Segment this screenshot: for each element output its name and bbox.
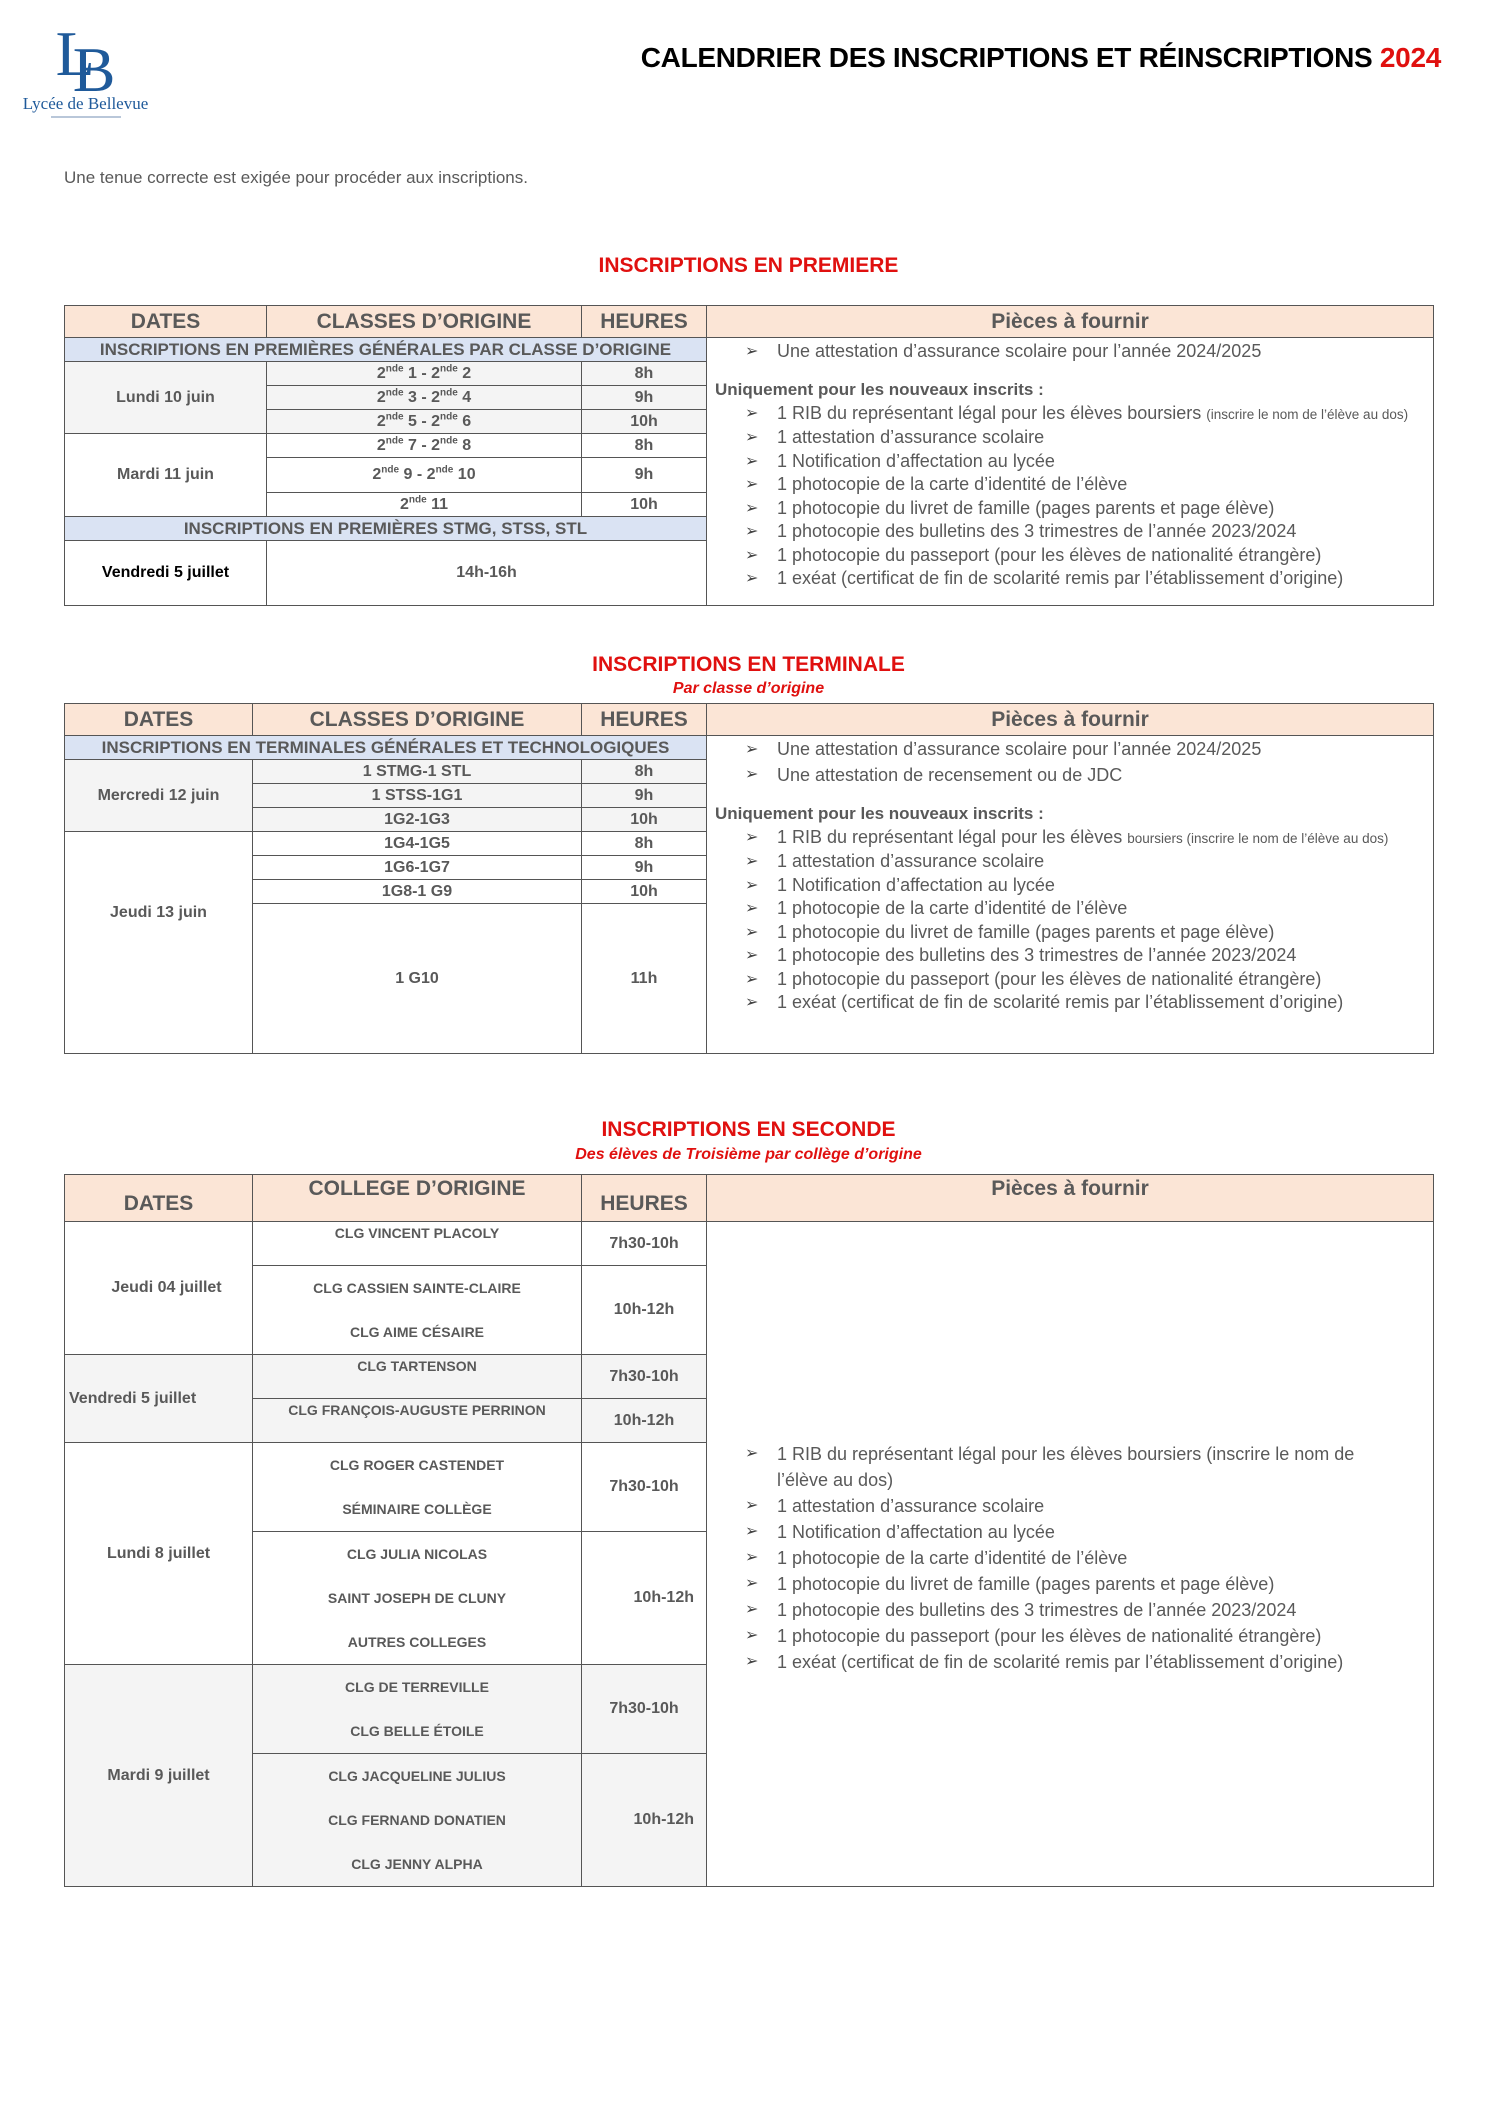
- time-cell: 10h: [582, 410, 707, 434]
- col-header-heures: HEURES: [582, 306, 707, 338]
- seconde-table: [64, 1174, 1434, 1887]
- arrow-bullet-icon: ➢: [745, 1627, 759, 1644]
- section-title-terminale: INSCRIPTIONS EN TERMINALE: [592, 653, 905, 676]
- college-cell: CLG CASSIEN SAINTE-CLAIRE CLG AIME CÉSAIRE: [253, 1266, 582, 1355]
- arrow-bullet-icon: ➢: [745, 900, 759, 917]
- time-cell: 8h: [582, 434, 707, 458]
- col-header-dates: DATES: [65, 704, 253, 736]
- time-cell: 9h: [582, 784, 707, 808]
- arrow-bullet-icon: ➢: [745, 1575, 759, 1592]
- col-header-dates: DATES: [65, 1175, 253, 1222]
- arrow-bullet-icon: ➢: [745, 1601, 759, 1618]
- pieces-list: [707, 338, 1434, 606]
- class-cell: 2nde 3 - 2nde 4: [267, 386, 582, 410]
- section-subtitle-seconde: Des élèves de Troisième par collège d’origine: [575, 1146, 922, 1163]
- college-cell: CLG JACQUELINE JULIUS CLG FERNAND DONATIEN CLG JENNY ALPHA: [253, 1754, 582, 1887]
- col-header-pieces: Pièces à fournir: [707, 306, 1434, 338]
- logo-tagline: [51, 116, 121, 118]
- date-cell: Jeudi 04 juillet: [65, 1222, 253, 1355]
- new-students-label: Uniquement pour les nouveaux inscrits :: [715, 379, 1044, 399]
- list-item: ➢ 1 photocopie du livret de famille (pages parents et page élève): [715, 921, 1425, 945]
- list-item: ➢ Une attestation de recensement ou de JDC: [715, 762, 1425, 788]
- list-item: ➢ Une attestation d’assurance scolaire pour l’année 2024/2025: [715, 738, 1425, 762]
- list-item: ➢ 1 Notification d’affectation au lycée: [715, 1519, 1425, 1545]
- section-subtitle-terminale: Par classe d’origine: [672, 680, 825, 697]
- arrow-bullet-icon: ➢: [745, 853, 759, 870]
- arrow-bullet-icon: ➢: [745, 765, 759, 783]
- col-header-dates: DATES: [65, 306, 267, 338]
- list-item: ➢ 1 photocopie des bulletins des 3 trimestres de l’année 2023/2024: [715, 520, 1425, 544]
- arrow-bullet-icon: ➢: [745, 452, 759, 470]
- col-header-heures: HEURES: [582, 704, 707, 736]
- list-item: ➢ 1 photocopie de la carte d’identité de l’élève: [715, 473, 1425, 497]
- list-item: ➢ 1 Notification d’affectation au lycée: [715, 450, 1425, 474]
- date-cell: Mercredi 12 juin: [65, 760, 253, 832]
- date-cell: Vendredi 5 juillet: [65, 541, 267, 606]
- college-cell: CLG FRANÇOIS-AUGUSTE PERRINON: [253, 1399, 582, 1443]
- time-cell: 10h: [582, 493, 707, 517]
- list-item: ➢ 1 attestation d’assurance scolaire: [715, 1493, 1425, 1519]
- arrow-bullet-icon: ➢: [745, 970, 759, 988]
- page-title: CALENDRIER DES INSCRIPTIONS ET RÉINSCRIPTIONS 2024: [640, 42, 1441, 73]
- arrow-bullet-icon: ➢: [745, 499, 759, 517]
- college-cell: CLG TARTENSON: [253, 1355, 582, 1399]
- time-cell: 10h-12h: [582, 1266, 707, 1355]
- col-header-classes: CLASSES D’ORIGINE: [267, 306, 582, 338]
- class-cell: 1G6-1G7: [253, 856, 582, 880]
- list-item: ➢ 1 photocopie de la carte d’identité de l’élève: [715, 897, 1425, 921]
- premiere-table: [64, 305, 1434, 606]
- list-item: ➢ 1 photocopie du livret de famille (pages parents et page élève): [715, 497, 1425, 521]
- list-item: ➢ Une attestation d’assurance scolaire pour l’année 2024/2025: [715, 340, 1425, 364]
- arrow-bullet-icon: ➢: [745, 1523, 759, 1540]
- dress-code-notice: Une tenue correcte est exigée pour procéder aux inscriptions.: [64, 168, 528, 187]
- arrow-bullet-icon: ➢: [745, 1549, 759, 1566]
- list-item: ➢ 1 exéat (certificat de fin de scolarité remis par l’établissement d’origine): [715, 1649, 1425, 1675]
- class-cell: 2nde 11: [267, 493, 582, 517]
- title-year: 2024: [1379, 42, 1441, 73]
- list-item: ➢ 1 RIB du représentant légal pour les élèves boursiers (inscrire le nom de l’élève au dos): [715, 402, 1425, 427]
- date-cell: Mardi 11 juin: [65, 434, 267, 517]
- list-item: ➢ 1 photocopie de la carte d’identité de l’élève: [715, 1545, 1425, 1571]
- class-cell: 2nde 9 - 2nde 10: [267, 458, 582, 493]
- time-cell: 14h-16h: [267, 541, 707, 606]
- time-cell: 8h: [582, 832, 707, 856]
- class-cell: 1G2-1G3: [253, 808, 582, 832]
- class-cell: 1G4-1G5: [253, 832, 582, 856]
- arrow-bullet-icon: ➢: [745, 523, 759, 540]
- college-cell: CLG ROGER CASTENDET SÉMINAIRE COLLÈGE: [253, 1443, 582, 1532]
- college-cell: CLG VINCENT PLACOLY: [253, 1222, 582, 1266]
- time-cell: 10h: [582, 880, 707, 904]
- date-cell: Lundi 8 juillet: [65, 1443, 253, 1665]
- list-item: ➢ 1 photocopie des bulletins des 3 trimestres de l’année 2023/2024: [715, 1597, 1425, 1623]
- list-item: ➢ 1 Notification d’affectation au lycée: [715, 874, 1425, 898]
- group-header: INSCRIPTIONS EN TERMINALES GÉNÉRALES ET TECHNOLOGIQUES: [65, 736, 707, 760]
- col-header-college: COLLEGE D’ORIGINE: [253, 1175, 582, 1222]
- date-cell: Lundi 10 juin: [65, 362, 267, 434]
- arrow-bullet-icon: ➢: [745, 404, 759, 422]
- date-cell: Vendredi 5 juillet: [65, 1355, 253, 1443]
- col-header-pieces: Pièces à fournir: [707, 1175, 1434, 1222]
- time-cell: 7h30-10h: [582, 1222, 707, 1266]
- class-cell: 2nde 7 - 2nde 8: [267, 434, 582, 458]
- list-item: ➢ 1 attestation d’assurance scolaire: [715, 426, 1425, 450]
- class-cell: 1 STSS-1G1: [253, 784, 582, 808]
- time-cell: 10h-12h: [582, 1532, 707, 1665]
- arrow-bullet-icon: ➢: [745, 476, 759, 493]
- list-item: ➢ 1 photocopie des bulletins des 3 trimestres de l’année 2023/2024: [715, 944, 1425, 968]
- arrow-bullet-icon: ➢: [745, 947, 759, 964]
- pieces-list: [707, 736, 1434, 1054]
- arrow-bullet-icon: ➢: [745, 1497, 759, 1514]
- time-cell: 10h-12h: [582, 1754, 707, 1887]
- time-cell: 7h30-10h: [582, 1443, 707, 1532]
- terminale-table: [64, 703, 1434, 1054]
- class-cell: 1 G10: [253, 904, 582, 1054]
- college-cell: CLG DE TERREVILLE CLG BELLE ÉTOILE: [253, 1665, 582, 1754]
- list-item: ➢ 1 photocopie du passeport (pour les élèves de nationalité étrangère): [715, 544, 1425, 568]
- class-cell: 1 STMG-1 STL: [253, 760, 582, 784]
- section-title-premiere: INSCRIPTIONS EN PREMIERE: [598, 254, 899, 277]
- new-students-label: Uniquement pour les nouveaux inscrits :: [715, 803, 1044, 823]
- list-item: ➢ 1 exéat (certificat de fin de scolarité remis par l’établissement d’origine): [715, 567, 1425, 591]
- logo-school-name: Lycée de Bellevue: [22, 94, 149, 113]
- time-cell: 10h-12h: [582, 1399, 707, 1443]
- arrow-bullet-icon: ➢: [745, 1653, 759, 1670]
- time-cell: 8h: [582, 362, 707, 386]
- arrow-bullet-icon: ➢: [745, 343, 759, 360]
- school-logo: [18, 18, 153, 128]
- col-header-heures: HEURES: [582, 1175, 707, 1222]
- arrow-bullet-icon: ➢: [745, 923, 759, 941]
- time-cell: 11h: [582, 904, 707, 1054]
- time-cell: 8h: [582, 760, 707, 784]
- date-cell: Jeudi 13 juin: [65, 832, 253, 1054]
- date-cell: Mardi 9 juillet: [65, 1665, 253, 1887]
- list-item: ➢ 1 RIB du représentant légal pour les élèves boursiers (inscrire le nom de l’élève au dos): [715, 1441, 1425, 1493]
- list-item: ➢ 1 RIB du représentant légal pour les élèves boursiers (inscrire le nom de l’élève au dos): [715, 826, 1425, 851]
- class-cell: 1G8-1 G9: [253, 880, 582, 904]
- arrow-bullet-icon: ➢: [745, 1445, 759, 1462]
- time-cell: 9h: [582, 458, 707, 493]
- arrow-bullet-icon: ➢: [745, 741, 759, 758]
- logo-monogram: LB: [55, 18, 94, 105]
- arrow-bullet-icon: ➢: [745, 429, 759, 446]
- list-item: ➢ 1 photocopie du livret de famille (pages parents et page élève): [715, 1571, 1425, 1597]
- arrow-bullet-icon: ➢: [745, 570, 759, 587]
- time-cell: 7h30-10h: [582, 1665, 707, 1754]
- list-item: ➢ 1 attestation d’assurance scolaire: [715, 850, 1425, 874]
- time-cell: 10h: [582, 808, 707, 832]
- class-cell: 2nde 1 - 2nde 2: [267, 362, 582, 386]
- col-header-pieces: Pièces à fournir: [707, 704, 1434, 736]
- pieces-list: [707, 1222, 1434, 1887]
- time-cell: 9h: [582, 856, 707, 880]
- group-header: INSCRIPTIONS EN PREMIÈRES GÉNÉRALES PAR CLASSE D’ORIGINE: [65, 338, 707, 362]
- time-cell: 9h: [582, 386, 707, 410]
- arrow-bullet-icon: ➢: [745, 828, 759, 846]
- list-item: ➢ 1 exéat (certificat de fin de scolarité remis par l’établissement d’origine): [715, 991, 1425, 1015]
- list-item: ➢ 1 photocopie du passeport (pour les élèves de nationalité étrangère): [715, 968, 1425, 992]
- time-cell: 7h30-10h: [582, 1355, 707, 1399]
- arrow-bullet-icon: ➢: [745, 994, 759, 1011]
- section-title-seconde: INSCRIPTIONS EN SECONDE: [601, 1118, 896, 1141]
- group-header: INSCRIPTIONS EN PREMIÈRES STMG, STSS, STL: [65, 517, 707, 541]
- arrow-bullet-icon: ➢: [745, 876, 759, 894]
- arrow-bullet-icon: ➢: [745, 546, 759, 564]
- college-cell: CLG JULIA NICOLAS SAINT JOSEPH DE CLUNY AUTRES COLLEGES: [253, 1532, 582, 1665]
- class-cell: 2nde 5 - 2nde 6: [267, 410, 582, 434]
- list-item: ➢ 1 photocopie du passeport (pour les élèves de nationalité étrangère): [715, 1623, 1425, 1649]
- col-header-classes: CLASSES D’ORIGINE: [253, 704, 582, 736]
